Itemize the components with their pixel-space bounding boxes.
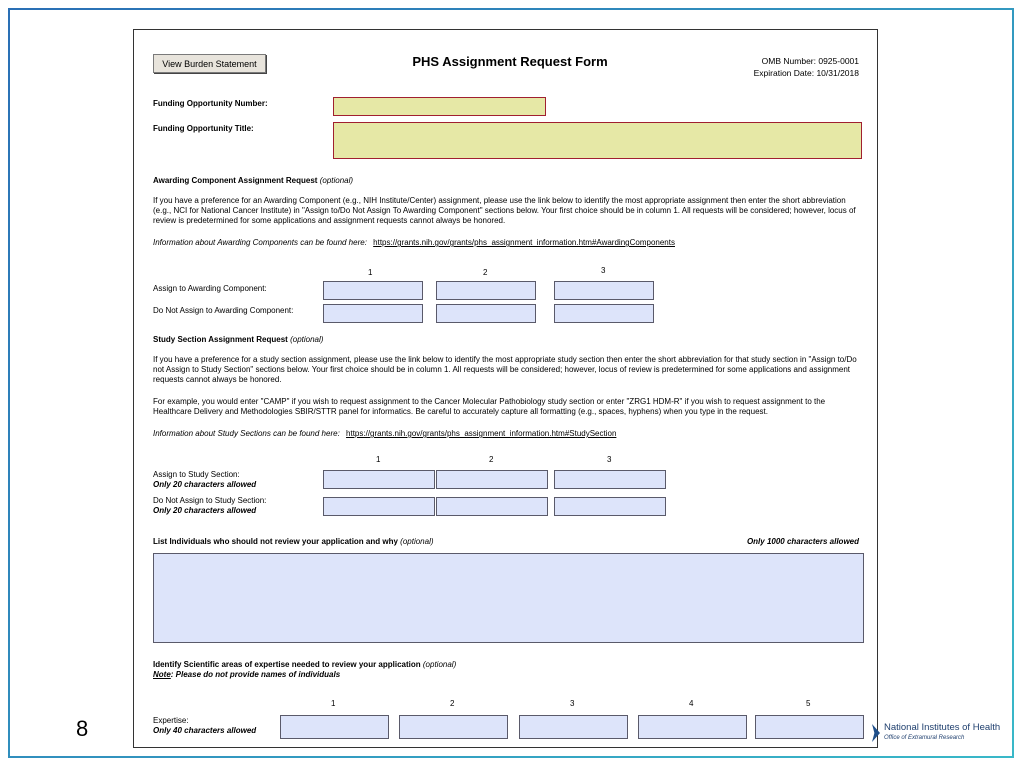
awarding-col-3: 3 [601,266,606,275]
expertise-label: Expertise: [153,716,189,725]
expertise-note [153,670,340,680]
awarding-optional: (optional) [319,176,354,185]
study-optional: (optional) [290,335,324,344]
expiration-date: Expiration Date: 10/31/2018 [753,68,859,78]
form-title: PHS Assignment Request Form [412,54,608,69]
study-info [153,429,616,439]
donot-study-label-group [153,496,266,516]
individuals-label: List Individuals who should not review your application and why [153,537,398,546]
expertise-optional: (optional) [422,660,457,669]
expertise-input-4[interactable] [638,715,747,739]
expertise-col-5: 5 [806,699,811,708]
study-col-3: 3 [607,455,612,464]
funding-title-input[interactable] [333,122,862,159]
assign-study-input-1[interactable] [323,470,435,489]
assign-awarding-input-3[interactable] [554,281,654,300]
awarding-heading [153,176,353,186]
donot-awarding-input-1[interactable] [323,304,423,323]
expertise-input-5[interactable] [755,715,864,739]
study-heading [153,335,323,345]
assign-study-label: Assign to Study Section: [153,470,240,479]
nih-logo-line2: Office of Extramural Research [884,735,965,741]
omb-info [754,55,859,79]
expertise-input-2[interactable] [399,715,508,739]
expertise-input-3[interactable] [519,715,628,739]
awarding-heading-text: Awarding Component Assignment Request [153,176,318,185]
donot-study-label: Do Not Assign to Study Section: [153,496,267,505]
individuals-textarea[interactable] [153,553,864,643]
expertise-col-3: 3 [570,699,575,708]
funding-number-label: Funding Opportunity Number: [153,99,268,108]
individuals-optional: (optional) [400,537,434,546]
assign-study-limit: Only 20 characters allowed [153,480,257,489]
awarding-col-2: 2 [483,268,488,277]
nih-logo-line1: National Institutes of Health [884,722,1001,733]
awarding-info [153,238,675,248]
nih-logo [872,722,1000,742]
expertise-heading-text: Identify Scientific areas of expertise needed to review your application [153,660,421,669]
donot-awarding-label: Do Not Assign to Awarding Component: [153,306,294,315]
assign-study-label-group [153,470,256,490]
omb-number: OMB Number: 0925-0001 [761,56,859,66]
funding-number-input[interactable] [333,97,546,116]
nih-logo-text [884,722,1000,741]
study-col-1: 1 [376,455,381,464]
expertise-input-1[interactable] [280,715,389,739]
individuals-char-limit: Only 1000 characters allowed [746,537,859,546]
study-info-link[interactable]: https://grants.nih.gov/grants/phs_assignment_information.htm#StudySection [346,429,617,438]
assign-study-input-3[interactable] [554,470,666,489]
donot-awarding-input-3[interactable] [554,304,654,323]
donot-awarding-input-2[interactable] [436,304,536,323]
awarding-info-link[interactable]: https://grants.nih.gov/grants/phs_assignment_information.htm#AwardingComponents [373,238,675,247]
study-col-2: 2 [489,455,494,464]
view-burden-statement-button[interactable]: View Burden Statement [153,54,266,73]
study-info-label: Information about Study Sections can be found here: [153,429,340,438]
donot-study-limit: Only 20 characters allowed [153,506,257,515]
expertise-col-1: 1 [331,699,336,708]
awarding-instructions: If you have a preference for an Awarding Component (e.g., NIH Institute/Center) assignment, please use the link below to identify the most appropriate assignment then enter the short abbreviation (e.g., NCI for National Cancer Institute) in "Assign to/Do Not Assign To Awarding Component" sections below. Your first choice should be in column 1. All requests will be considered; however, locus of review is predetermined for some applications and assignment requests cannot always be honored. [153,196,856,225]
assign-awarding-label: Assign to Awarding Component: [153,284,267,293]
phs-assignment-request-form [133,29,878,748]
individuals-heading [153,537,434,547]
expertise-heading [153,660,456,670]
assign-study-input-2[interactable] [436,470,548,489]
study-heading-text: Study Section Assignment Request [153,335,288,344]
awarding-info-label: Information about Awarding Components can be found here: [153,238,367,247]
expertise-col-4: 4 [689,699,694,708]
assign-awarding-input-2[interactable] [436,281,536,300]
donot-study-input-1[interactable] [323,497,435,516]
expertise-char-limit: Only 40 characters allowed [153,726,257,735]
donot-study-input-2[interactable] [436,497,548,516]
awarding-col-1: 1 [368,268,373,277]
donot-study-input-3[interactable] [554,497,666,516]
expertise-note-text: : Please do not provide names of individuals [170,670,341,679]
expertise-label-group [153,716,256,736]
expertise-col-2: 2 [450,699,455,708]
study-instructions: If you have a preference for a study section assignment, please use the link below to identify the most appropriate study section then enter the short abbreviation for that study section in "Assign to/Do not Assign to Study Section" sections below. Your first choice should be in column 1. All requests will be considered; however, locus of review is predetermined for some applications and assignment requests cannot always be honored. [153,355,857,384]
nih-chevron-icon [872,724,880,742]
funding-title-label: Funding Opportunity Title: [153,124,254,133]
expertise-note-label: Note [153,670,171,679]
assign-awarding-input-1[interactable] [323,281,423,300]
slide-number: 8 [76,716,89,741]
study-example: For example, you would enter "CAMP" if you wish to request assignment to the Cancer Molecular Pathobiology study section or enter "ZRG1 HDM-R" if you wish to request assignment to the Healthcare Delivery and Methodologies SBIR/STTR panel for informatics. Be careful to accurately capture all formatting (e.g., spaces, hyphens) when you type in the request. [153,397,826,416]
